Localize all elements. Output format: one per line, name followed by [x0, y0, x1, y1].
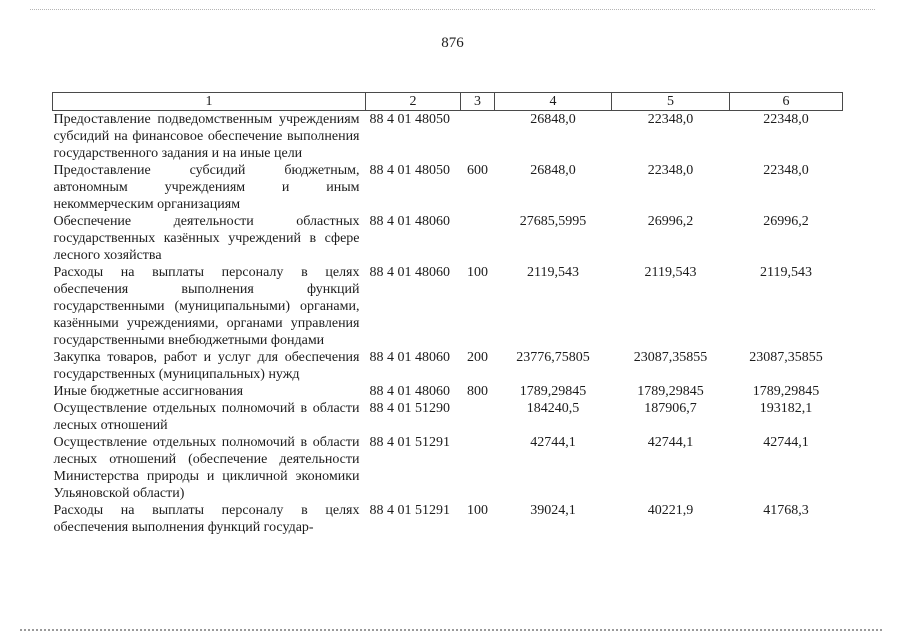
row-name: Расходы на выплаты персоналу в целях обеспечения выполнения функций государ- — [53, 503, 360, 535]
row-value-col5: 26996,2 — [647, 214, 694, 229]
row-value-col4: 26848,0 — [530, 163, 576, 178]
row-name: Предоставление субсидий бюджетным, автономным учреждениям и иным некоммерческим организациям — [53, 163, 360, 212]
row-value-col6: 193182,1 — [759, 401, 813, 416]
row-code: 88 4 01 48060 — [369, 384, 450, 399]
row-value-col4: 26848,0 — [530, 112, 576, 127]
row-value-col6: 22348,0 — [763, 112, 809, 127]
table-row — [53, 111, 843, 163]
row-value-col4: 2119,543 — [527, 265, 579, 280]
page-number: 876 — [441, 35, 464, 51]
table-row — [53, 349, 843, 383]
row-value-col6: 42744,1 — [763, 435, 809, 450]
table-header-row — [53, 93, 843, 111]
row-value-col5: 23087,35855 — [633, 350, 708, 365]
row-code: 88 4 01 51290 — [369, 401, 450, 416]
table-row — [53, 213, 843, 264]
row-expense-type: 100 — [467, 265, 488, 280]
row-expense-type: 100 — [467, 503, 488, 518]
header-col-5: 5 — [612, 93, 730, 111]
row-code: 88 4 01 51291 — [369, 503, 450, 518]
row-expense-type: 200 — [467, 350, 488, 365]
row-code: 88 4 01 48050 — [369, 112, 450, 127]
row-expense-type — [461, 434, 495, 502]
row-name: Закупка товаров, работ и услуг для обеспечения государственных (муниципальных) нужд — [53, 350, 360, 382]
row-expense-type — [461, 111, 495, 163]
budget-table — [52, 92, 843, 536]
header-col-6: 6 — [730, 93, 843, 111]
scan-edge-top — [30, 9, 875, 10]
table-row — [53, 383, 843, 400]
row-expense-type: 600 — [467, 163, 488, 178]
row-value-col5: 42744,1 — [647, 435, 694, 450]
table-row — [53, 162, 843, 213]
header-col-1: 1 — [53, 93, 366, 111]
row-name: Расходы на выплаты персоналу в целях обеспечения выполнения функций государственными (муниципальными) органами, казёнными учреждениями, органами управления государственными внебюджетными фондами — [53, 265, 360, 348]
row-name: Осуществление отдельных полномочий в области лесных отношений — [53, 401, 360, 433]
header-col-4: 4 — [495, 93, 612, 111]
row-name: Обеспечение деятельности областных государственных казённых учреждений в сфере лесного хозяйства — [53, 214, 360, 263]
row-value-col5: 2119,543 — [644, 265, 697, 280]
row-expense-type: 800 — [467, 384, 488, 399]
row-code: 88 4 01 51291 — [369, 435, 450, 450]
row-name: Осуществление отдельных полномочий в области лесных отношений (обеспечение деятельности Министерства природы и цикличной экономики Ульяновской области) — [53, 435, 360, 501]
table-row — [53, 264, 843, 349]
row-value-col6: 1789,29845 — [752, 384, 820, 399]
row-name: Иные бюджетные ассигнования — [53, 384, 244, 399]
row-code: 88 4 01 48060 — [369, 350, 450, 365]
row-value-col4: 27685,5995 — [519, 214, 587, 229]
row-value-col4: 184240,5 — [526, 401, 580, 416]
row-expense-type — [461, 213, 495, 264]
row-value-col4: 23776,75805 — [516, 350, 590, 365]
row-code: 88 4 01 48060 — [369, 265, 450, 280]
row-value-col5: 187906,7 — [644, 401, 697, 416]
row-value-col5: 1789,29845 — [637, 384, 704, 399]
table-row — [53, 434, 843, 502]
row-name: Предоставление подведомственным учреждениям субсидий на финансовое обеспечение выполнения государственного задания и на иные цели — [53, 112, 360, 161]
row-code: 88 4 01 48060 — [369, 214, 450, 229]
scan-edge-bottom — [20, 629, 882, 631]
row-expense-type — [461, 400, 495, 434]
row-value-col6: 26996,2 — [763, 214, 809, 229]
row-value-col4: 39024,1 — [530, 503, 576, 518]
row-value-col6: 41768,3 — [763, 503, 809, 518]
row-value-col6: 2119,543 — [760, 265, 812, 280]
table-row — [53, 400, 843, 434]
row-value-col6: 22348,0 — [763, 163, 809, 178]
table-row — [53, 502, 843, 536]
row-value-col5: 22348,0 — [647, 112, 694, 127]
row-value-col6: 23087,35855 — [749, 350, 823, 365]
row-code: 88 4 01 48050 — [369, 163, 450, 178]
header-col-3: 3 — [461, 93, 495, 111]
header-col-2: 2 — [366, 93, 461, 111]
row-value-col5: 40221,9 — [647, 503, 694, 518]
row-value-col4: 42744,1 — [530, 435, 576, 450]
row-value-col5: 22348,0 — [647, 163, 694, 178]
row-value-col4: 1789,29845 — [519, 384, 587, 399]
